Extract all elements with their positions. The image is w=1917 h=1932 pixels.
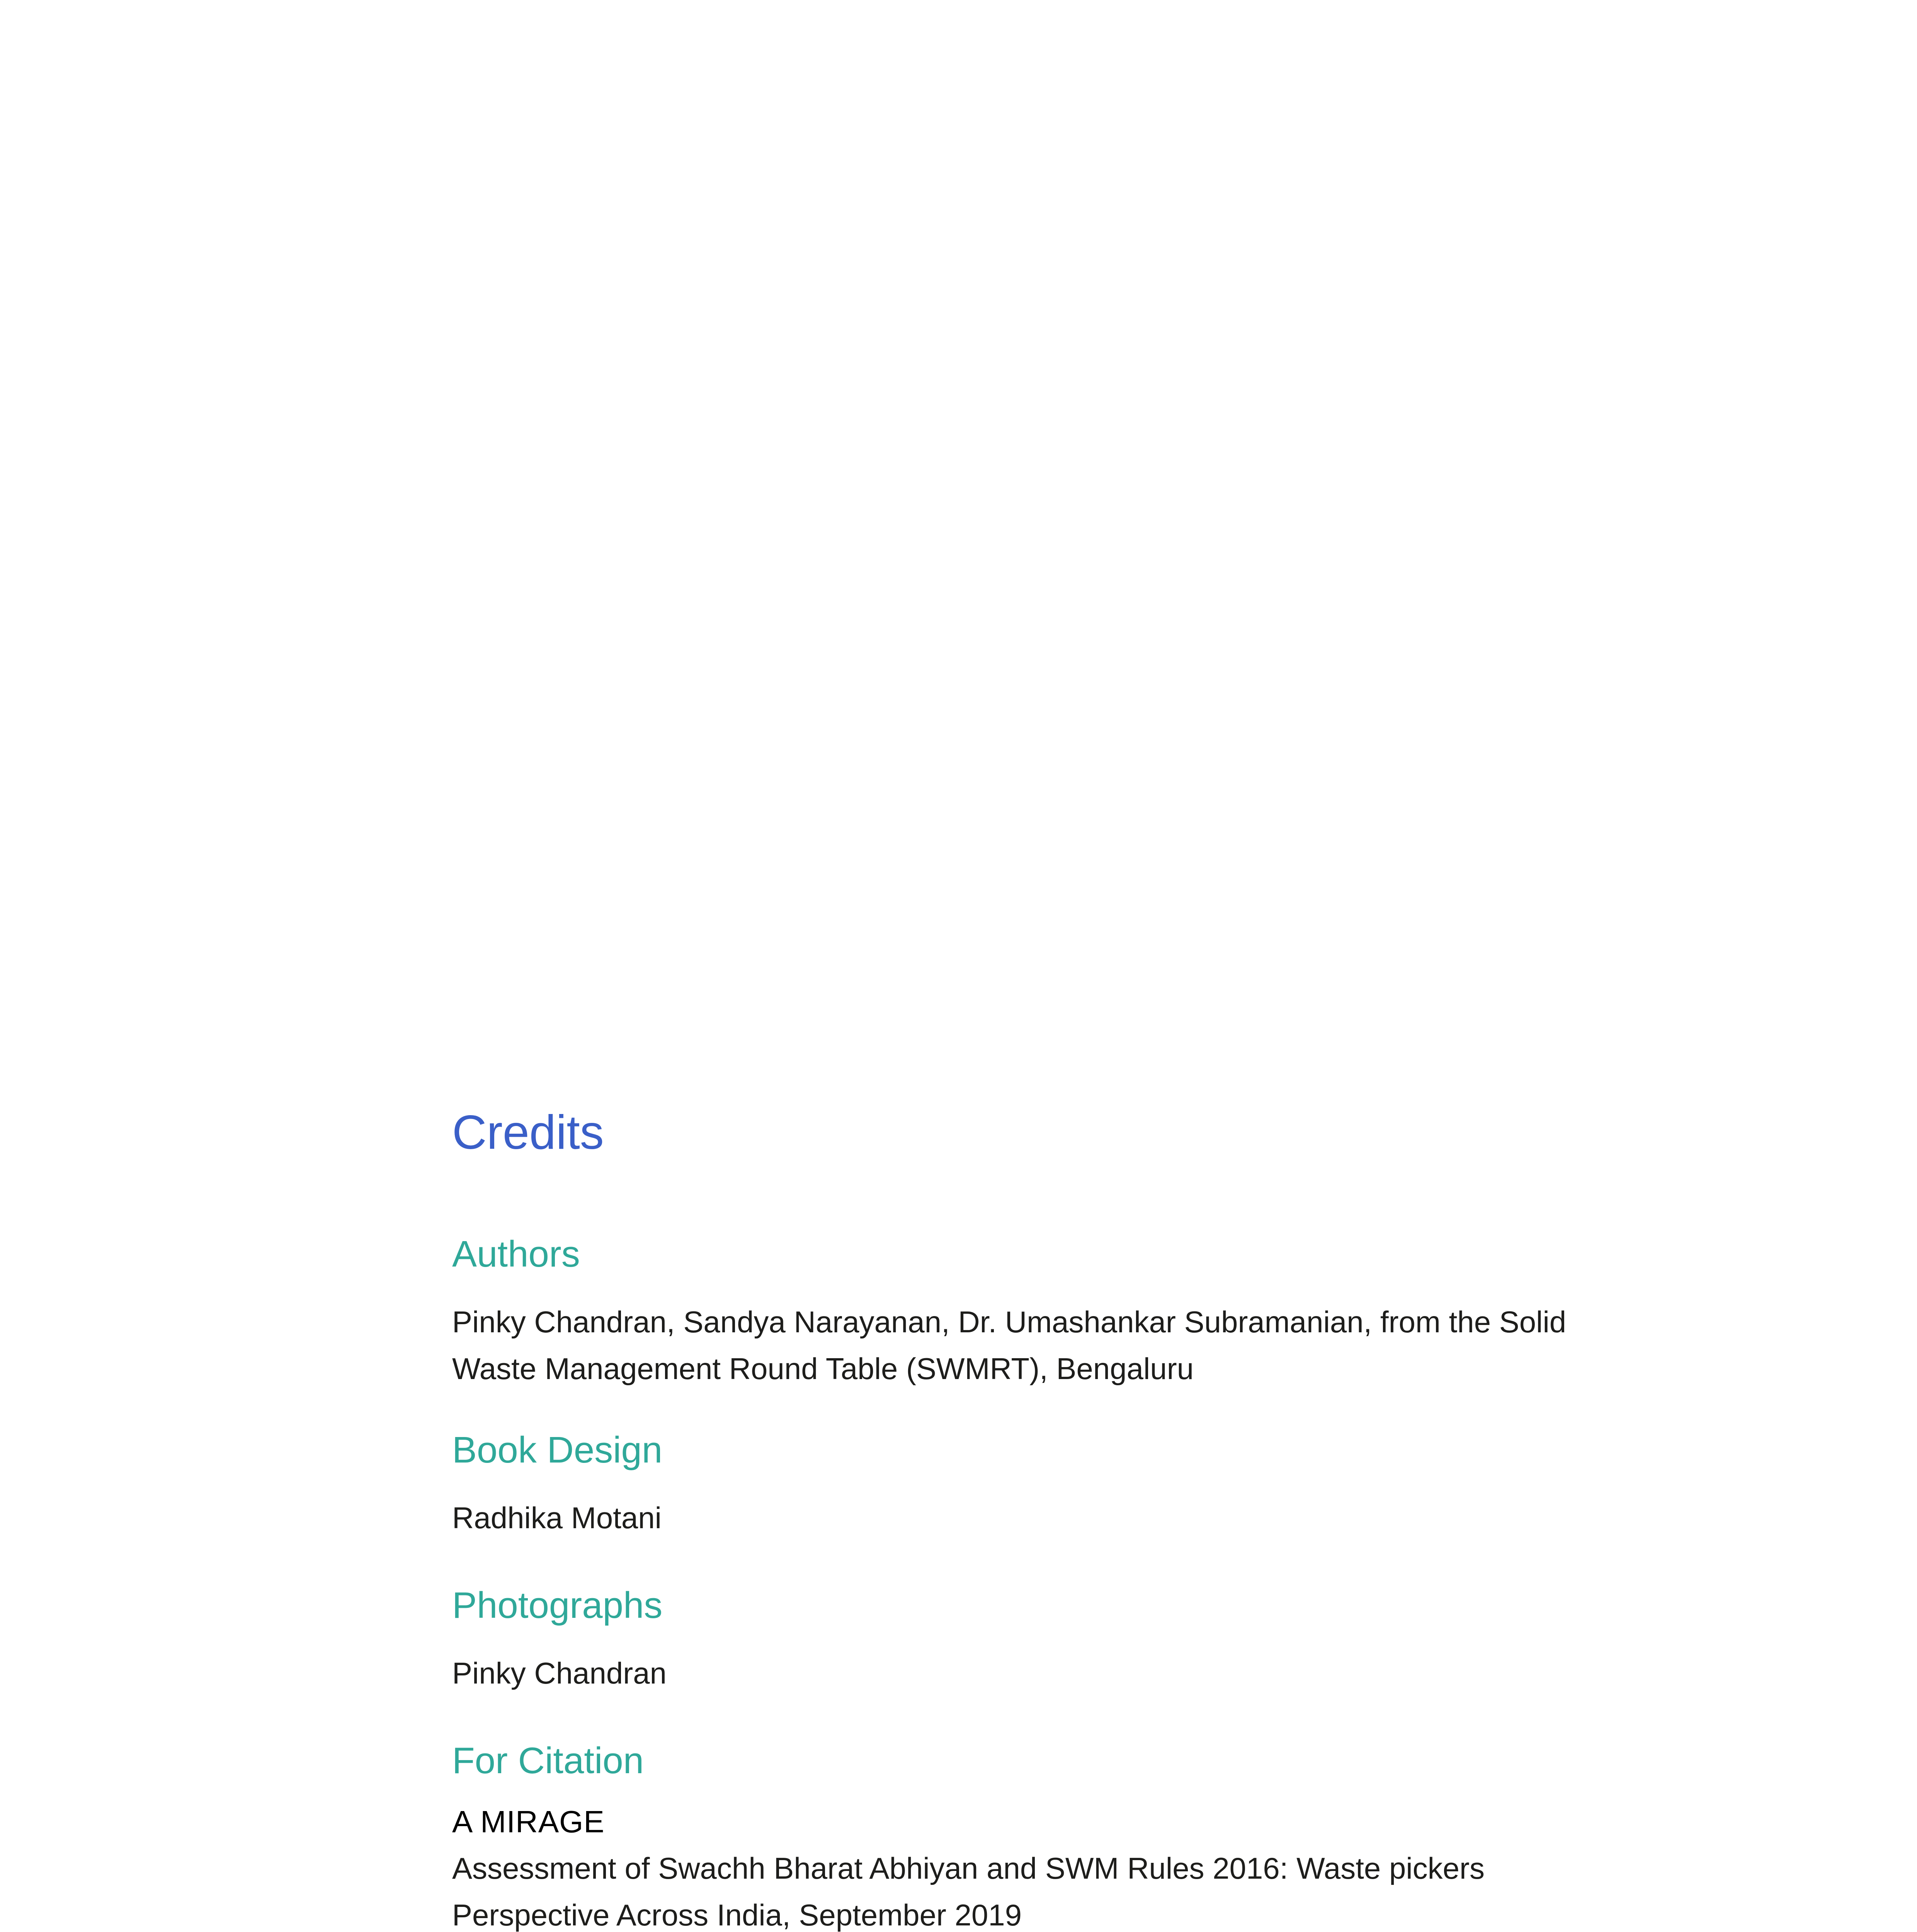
citation-line-2: Perspective Across India, September 2019 bbox=[452, 1898, 1022, 1932]
citation-line-1: Assessment of Swachh Bharat Abhiyan and SWM Rules 2016: Waste pickers bbox=[452, 1851, 1485, 1886]
book-design-heading: Book Design bbox=[452, 1429, 663, 1471]
authors-line-2: Waste Management Round Table (SWMRT), Bengaluru bbox=[452, 1351, 1194, 1386]
authors-heading: Authors bbox=[452, 1233, 580, 1275]
photographs-name: Pinky Chandran bbox=[452, 1656, 667, 1690]
photographs-heading: Photographs bbox=[452, 1584, 663, 1626]
citation-heading: For Citation bbox=[452, 1740, 644, 1782]
book-design-name: Radhika Motani bbox=[452, 1500, 662, 1535]
credits-page bbox=[452, 1105, 1766, 1932]
citation-section bbox=[452, 1738, 1766, 1932]
authors-line-1: Pinky Chandran, Sandya Narayanan, Dr. Umashankar Subramanian, from the Solid bbox=[452, 1304, 1567, 1339]
page-title: Credits bbox=[452, 1106, 604, 1159]
authors-section bbox=[452, 1232, 1766, 1392]
book-design-section bbox=[452, 1428, 1766, 1541]
photographs-section bbox=[452, 1583, 1766, 1697]
citation-title: A MIRAGE bbox=[452, 1804, 605, 1839]
